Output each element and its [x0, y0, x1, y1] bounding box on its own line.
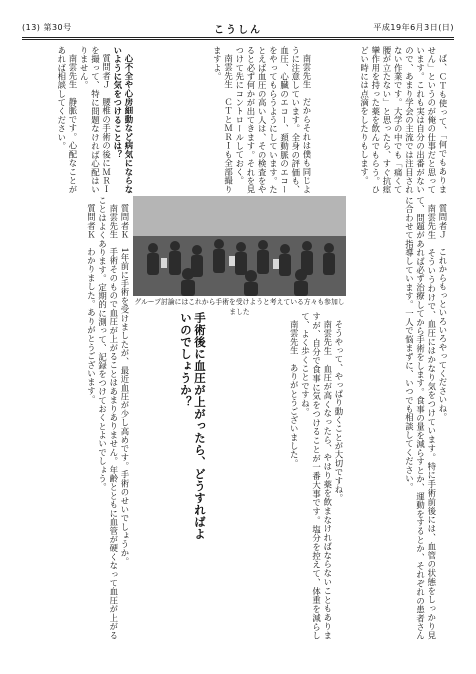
newsletter-title: こうしん — [214, 25, 262, 36]
article-upper-right — [318, 46, 448, 194]
issue-date: 平成19年6月3日(日) — [373, 23, 454, 32]
paragraph: 南雲先生 血圧が高くなったら、やはり薬を飲まなければならないこともありますが、自分で食事に気をつけることが一番大事です。塩分を控えて、体重を減らして、よく歩くことですね。 — [300, 312, 333, 640]
paragraph: 質問者Ｊ これからもっといろいろやってくださいね。 — [438, 204, 448, 422]
paragraph: そうやって、やっぱり動くことが大切ですね。 — [334, 320, 344, 503]
article-upper-left — [28, 46, 134, 194]
page-header — [22, 22, 454, 36]
paragraph: 南雲先生 そういうわけで、血圧にはかなり気をつけています。特に手術前後には、血管の状態をしっかり見て、問題があれば必ず治療してから手術をします。食事の量を減らすとか、運動をするとか、それぞれの患者さんに合わせて指導しています。一人で悩まずに、いつでも相談してください。 — [404, 196, 437, 640]
paragraph: 質問者Ｋ わかりました。ありがとうございます。 — [86, 204, 97, 405]
paragraph: 南雲先生 手術そのもので血圧が上がることはあまりありません。年齢とともに血管が硬くなって血圧が上がることはよくあります。定期的に測って、記録をつけておくとよいでしょう。 — [97, 196, 119, 640]
paragraph: 南雲先生 ありがとうございました。 — [289, 320, 300, 469]
section-heading: 手術後に血圧が上がったら、どうすればよいのでしょうか？ — [179, 312, 207, 540]
header-rule — [22, 37, 454, 38]
article-lower-right — [346, 196, 448, 640]
group-discussion-photo — [133, 196, 346, 296]
paragraph: 南雲先生 ＣＴとＭＲＩも全部撮りますよ。 — [212, 46, 234, 194]
photo-caption: グループ討論にはこれから手術を受けようと考えている方々も参加しました — [134, 298, 345, 316]
paragraph: 南雲先生 静脈です。心配なことがあれば相談してください。 — [56, 46, 78, 194]
paragraph: 質問者Ｋ 1年前に手術を受けましたが、最近血圧が少し高めです。手術のせいでしょうか。 — [120, 204, 130, 567]
issue-number: (13) 第30号 — [22, 23, 72, 32]
paragraph: ば、ＣＴも使って、「何でもありません」というのが俺の仕事だと思っています。これも実は自分の出番がないので、あまり学会の主流では注目されない作業です。大学の中でも「痛くて腰が立たない」と思ったら、すぐ抗痙攣作用を持った薬を飲んでもらう。ひどい時には点滴をしたりもします。 — [359, 46, 448, 194]
paragraph: 南雲先生 だからそれは僕も同じように注意しています。全身の評価も、血圧、心臓のエコー、頚動脈のエコーをやってもらうようにしています。たとえば血圧の高い人は、その検査をやると必ず何かが出てきます。それを見つけて先にコントロールしておく。 — [234, 46, 312, 194]
paragraph: 質問者Ｊ 腰椎の手術の後にＭＲＩを撮って、特に問題なければ心配はいりません。 — [79, 46, 112, 194]
article-upper-middle — [142, 46, 312, 194]
article-lower-middle — [206, 312, 344, 640]
section-heading: 心不全や心房細動など病気にならないように気をつけることは？ — [112, 46, 134, 194]
article-lower-left — [28, 196, 130, 640]
photo-illustration — [133, 196, 346, 296]
header-rule-secondary — [22, 39, 454, 40]
